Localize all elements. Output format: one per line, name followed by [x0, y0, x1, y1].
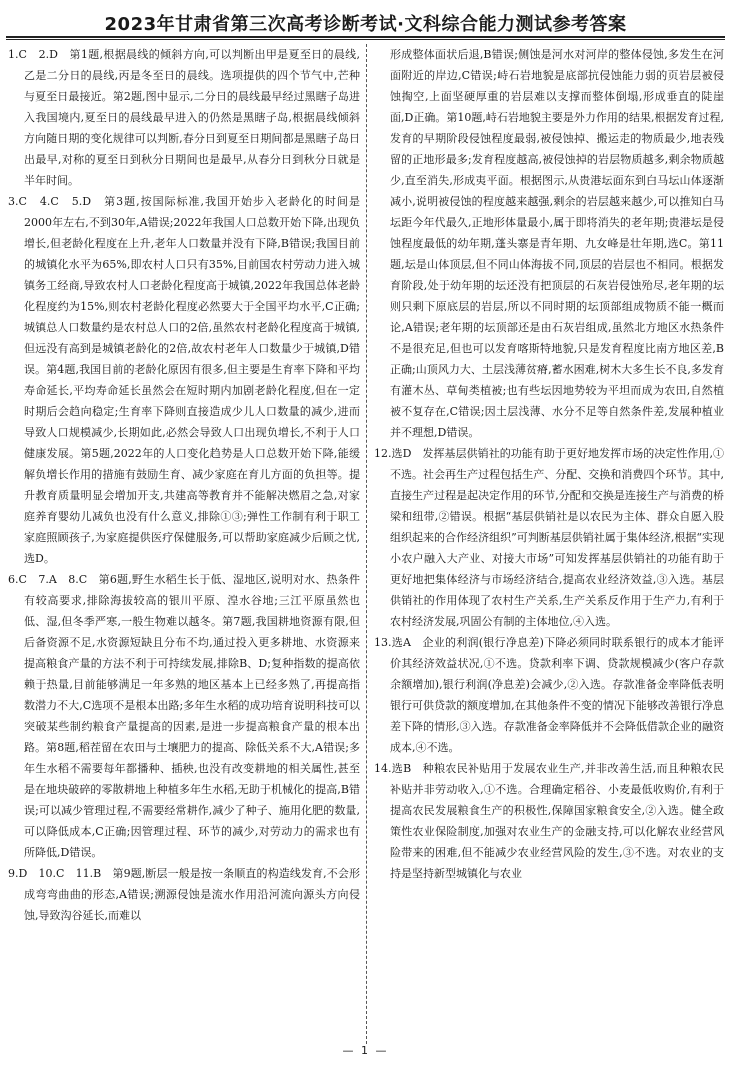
- answer-block-12: 12.选D 发挥基层供销社的功能有助于更好地发挥市场的决定性作用,①不选。社会再生产过程包括生产、分配、交换和消费四个环节。其中,直接生产过程是起决定作用的环节,分配和交换是连接生产与消费的桥梁和纽带,②错误。根据“基层供销社是以农民为主体、群众自愿入股组织起来的合作经济组织”可判断基层供销社属于集体经济,根据“实现小农户融入大产业、对接大市场”可知发挥基层供销社的功能有助于更好地把集体经济与市场经济结合,提高农业经济效益,③入选。基层供销社的作用体现了农村生产关系,生产关系反作用于生产力,有利于农村经济发展,巩固公有制的主体地位,④入选。: [374, 447, 724, 628]
- answer-block-1-2: 1.C 2.D 第1题,根据晨线的倾斜方向,可以判断出甲是夏至日的晨线,乙是二分日的晨线,丙是冬至日的晨线。选项提供的四个节气中,芒种与夏至日最接近。第2题,图中显示,二分日的晨线最早经过黑瞎子岛进入我国境内,夏至日的晨线最早进入的仍然是黑瞎子岛,根据晨线倾斜方向随日期的变化规律可以判断,春分日到夏至日期间都是黑瞎子岛日出最早,对称的夏至日到秋分日期间也是最早,从春分日到秋分日就是半年时间。: [8, 48, 360, 187]
- answer-block-9-11-continued: 形成整体面状后退,B错误;侧蚀是河水对河岸的整体侵蚀,多发生在河面附近的岸边,C错误;峙石岩地貌是底部抗侵蚀能力弱的页岩层被侵蚀掏空,上面坚硬厚重的岩层难以支撑而整体倒塌,形成垂直的陡崖面,D正确。第10题,峙石岩地貌主要是外力作用的结果,根据发育过程,发育的早期阶段侵蚀程度最弱,被侵蚀掉、搬运走的物质最少,地表残留的正地形最多;发育程度越高,被侵蚀掉的岩层物质越多,剩余物质越少,直至消失,形成夷平面。根据图示,从贵港坛面东到白马坛山体逐渐减小,说明被侵蚀的程度越来越强,剩余的岩层越来越少,可以推知白马坛距今年代最久,正地形体量最小,属于即将消失的老年期;贵港坛是侵蚀程度最低的幼年期,蓬头寨是青年期、九女峰是壮年期,选C。第11题,坛是山体顶层,但不同山体海拔不同,顶层的岩层也不相同。根据发育阶段,处于幼年期的坛还没有把顶层的石灰岩侵蚀殆尽,老年期的坛则只剩下原底层的岩层,所以不同时期的坛顶部组成物质不能一概而论,A错误;老年期的坛顶部还是由石灰岩组成,虽然北方地区水热条件不是很充足,但也可以发育喀斯特地貌,只是发育程度比南方地区差,B正确;山顶风力大、土层浅薄贫瘠,蓄水困难,树木大多生长不良,多发育有灌木丛、草甸类植被;也有些坛因地势较为平坦而成为农田,自然植被不复存在,C错误;因土层浅薄、水分不足等自然条件差,发展种植业并不理想,D错误。: [390, 48, 724, 439]
- page-number: — 1 —: [342, 1044, 389, 1057]
- left-column: [8, 44, 360, 1044]
- right-column: [374, 44, 724, 1044]
- document-title: 2023年甘肃省第三次高考诊断考试·文科综合能力测试参考答案: [104, 14, 627, 35]
- title-rule-thin: [6, 39, 725, 40]
- answer-block-14: 14.选B 种粮农民补贴用于发展农业生产,并非改善生活,而且种粮农民补贴并非劳动收入,①不选。合理确定稻谷、小麦最低收购价,有利于提高农民发展粮食生产的积极性,保障国家粮食安全,②入选。健全政策性农业保险制度,加强对农业生产的金融支持,可以化解农业经营风险带来的困难,但不能减少农业经营风险的发生,③不选。对农业的支持是坚持新型城镇化与农业: [374, 762, 724, 880]
- column-divider: [366, 44, 367, 1044]
- answer-block-9-11: 9.D 10.C 11.B 第9题,断层一般是按一条顺直的构造线发育,不会形成弯弯曲曲的形态,A错误;溯源侵蚀是流水作用沿河流向源头方向侵蚀,导致沟谷延长,而难以: [8, 867, 360, 922]
- title-rule: [6, 36, 725, 38]
- answer-block-3-5: 3.C 4.C 5.D 第3题,按国际标准,我国开始步入老龄化的时间是2000年左右,不到30年,A错误;2022年我国人口总数开始下降,出现负增长,但老龄化程度在上升,老年人口数量并没有下降,B错误;我国目前的城镇化水平为65%,即农村人口只有35%,目前国农村劳动力进入城镇务工经商,导致农村人口老龄化程度高于城镇,2022年我国总体老龄化程度约为15%,则农村老龄化程度必然要大于全国平均水平,C正确;城镇总人口数量约是农村总人口的2倍,虽然农村老龄化程度高于城镇,但远没有高到是城镇老龄化的2倍,故农村老年人口数量少于城镇,D错误。第4题,我国目前的老龄化原因有很多,但主要是生育率下降和平均寿命延长,平均寿命延长虽然会在短时期内加剧老龄化程度,但在一定时期后会趋向稳定;生育率下降则直接造成少儿人口数量的减少,进而导致人口规模减少,长期如此,必然会导致人口出现负增长,不利于人口健康发展。第5题,2022年的人口变化趋势是人口总数开始下降,能缓解负增长作用的措施有鼓励生育、减少家庭在育儿方面的负担等。提升教育质量明显会增加开支,共建高等教育并不能解决燃眉之急,对家庭养育婴幼儿减负也没有什么意义,排除①③;弹性工作制有利于职工家庭照顾孩子,为家庭提供医疗保健服务,可以帮助家庭减少后顾之忧,选D。: [8, 195, 360, 565]
- answer-block-13: 13.选A 企业的利润(银行净息差)下降必须同时联系银行的成本才能评价其经济效益状况,①不选。贷款利率下调、贷款规模减少(客户存款余额增加),银行利润(净息差)会减少,②入选。存款准备金率降低表明银行可供贷款的额度增加,在其他条件不变的情况下能够改善银行净息差下降的情形,③入选。存款准备金率降低并不会降低借款企业的融资成本,④不选。: [374, 636, 724, 754]
- answer-block-6-8: 6.C 7.A 8.C 第6题,野生水稻生长于低、湿地区,说明对水、热条件有较高要求,排除海拔较高的银川平原、湟水谷地;三江平原虽然也低、湿,但冬季严寒,一般生物难以越冬。第7题,我国耕地资源有限,但后备资源不足,水资源短缺且分布不均,通过投入更多耕地、水资源来提高粮食产量的方法不利于可持续发展,排除B、D;复种指数的提高依赖于热量,目前能够满足一年多熟的地区基本上已经多熟了,再提高指数潜力不大,C选项不是根本出路;多年生水稻的成功培育说明科技可以突破某些制约粮食产量提高的因素,是进一步提高粮食产量的根本出路。第8题,稻茬留在农田与土壤肥力的提高、除低关系不大,A错误;多年生水稻不需要每年都播种、插秧,也没有改变耕地的相关属性,甚至是在地块破碎的零散耕地上种植多年生水稻,无助于机械化的提高,B错误;可以减少管理过程,不需要经常耕作,减少了种子、施用化肥的数量,可以降低成本,C正确;因管理过程、环节的减少,对劳动力的需求也有所降低,D错误。: [8, 573, 360, 859]
